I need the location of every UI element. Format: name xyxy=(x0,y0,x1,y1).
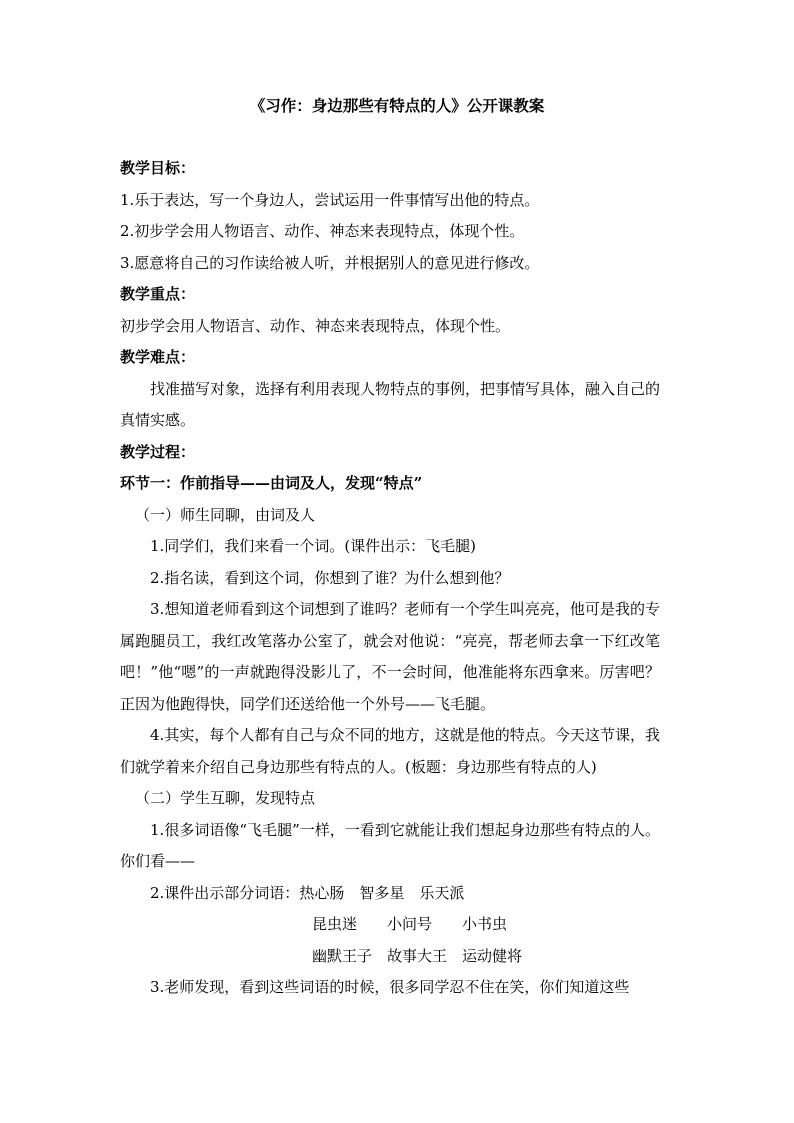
paragraph: 2.指名读，看到这个词，你想到了谁？为什么想到他？ xyxy=(150,568,510,587)
word-list-prefix: 2.课件出示部分词语： xyxy=(150,883,300,902)
stage-one-heading: 环节一：作前指导——由词及人，发现“特点” xyxy=(120,474,423,492)
document-body xyxy=(120,153,660,1004)
paragraph: 3.想知道老师看到这个词想到了谁吗？老师有一个学生叫亮亮，他可是我的专属跑腿员工，我红改笔落办公室了，就会对他说：“亮亮，帮老师去拿一下红改笔吧！”他“嗯”的一声就跑得没影儿了，不一会时间，他准能将东西拿来。厉害吧？正因为他跑得快，同学们还送给他一个外号——飞毛腿。 xyxy=(120,600,660,713)
heading-teaching-difficulties: 教学难点： xyxy=(120,348,196,366)
word-list-row: 昆虫迷 小问号 小书虫 xyxy=(312,915,508,933)
paragraph: 1.同学们，我们来看一个词。(课件出示：飞毛腿) xyxy=(150,537,477,555)
heading-teaching-key-points: 教学重点： xyxy=(120,285,196,303)
goal-item: 2.初步学会用人物语言、动作、神态来表现特点，体现个性。 xyxy=(120,222,525,240)
word-list-words: 热心肠 智多星 乐天派 xyxy=(299,883,465,902)
difficulty-text: 找准描写对象，选择有利用表现人物特点的事例，把事情写具体，融入自己的真情实感。 xyxy=(120,379,661,429)
part-one-title: （一）师生同聊，由词及人 xyxy=(135,505,316,524)
word-list-row: 幽默王子 故事大王 运动健将 xyxy=(312,946,523,965)
key-point-text: 初步学会用人物语言、动作、神态来表现特点，体现个性。 xyxy=(120,316,511,335)
goal-item: 3.愿意将自己的习作读给被人听，并根据别人的意见进行修改。 xyxy=(120,253,540,272)
paragraph: 1.很多词语像“飞毛腿”一样，一看到它就能让我们想起身边那些有特点的人。你们看—— xyxy=(120,820,660,870)
word-list-row xyxy=(120,878,660,910)
part-two-title: （二）学生互聊，发现特点 xyxy=(135,789,316,807)
heading-teaching-process: 教学过程： xyxy=(120,442,196,461)
document-title: 《习作：身边那些有特点的人》公开课教案 xyxy=(249,96,545,115)
heading-teaching-goals: 教学目标： xyxy=(120,159,196,177)
paragraph: 4.其实，每个人都有自己与众不同的地方，这就是他的特点。今天这节课，我们就学着来介绍自己身边那些有特点的人。(板题：身边那些有特点的人) xyxy=(120,726,660,776)
paragraph: 3.老师发现，看到这些词语的时候，很多同学忍不住在笑，你们知道这些 xyxy=(150,978,630,996)
goal-item: 1.乐于表达，写一个身边人，尝试运用一件事情写出他的特点。 xyxy=(120,190,540,209)
